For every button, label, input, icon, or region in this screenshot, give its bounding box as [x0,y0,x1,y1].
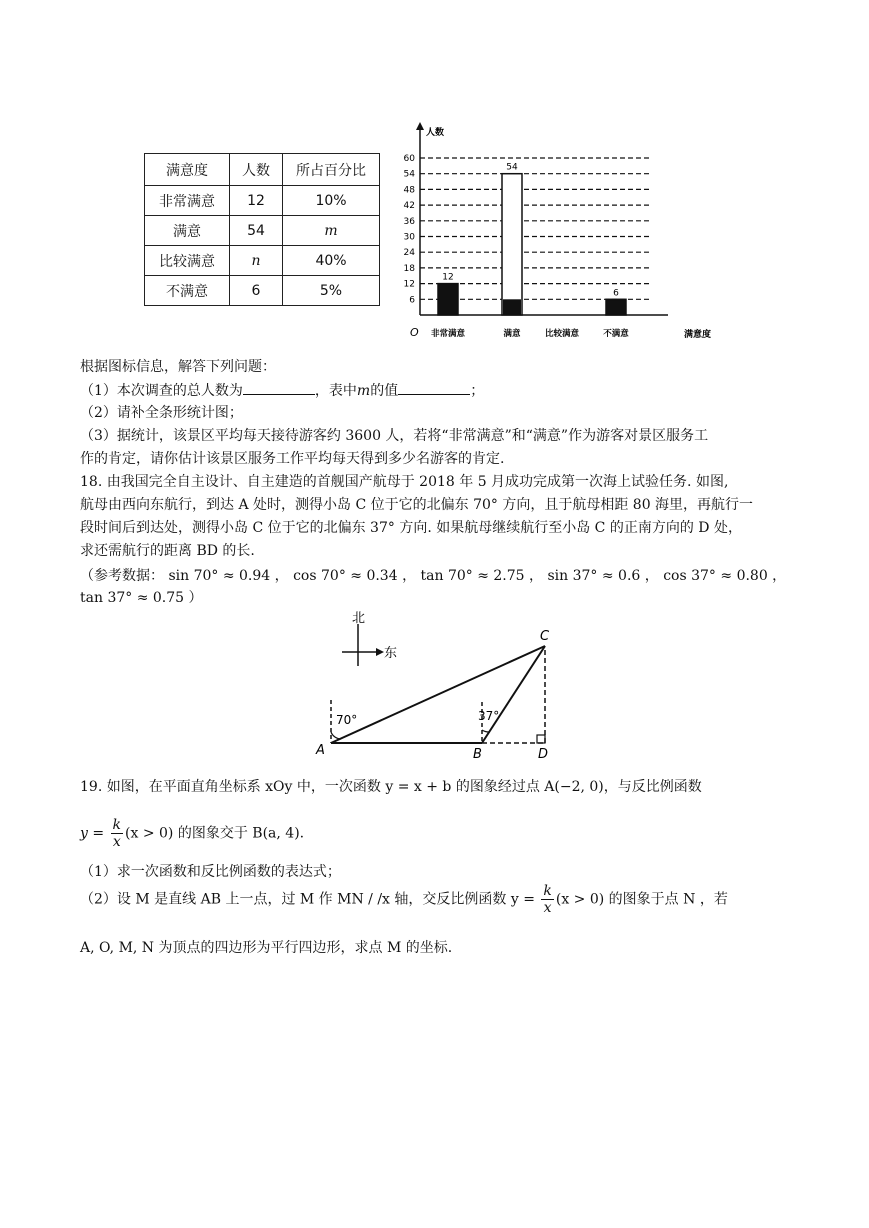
x-tick-label: 不满意 [603,329,629,339]
y-tick-label: 36 [403,216,415,227]
denominator: x [112,834,121,850]
right-angle-mark [537,735,545,743]
y-axis-arrow-icon [416,122,424,130]
table-cell: 10% [283,186,380,216]
y-tick-label: 24 [403,248,415,259]
table-row [145,276,380,306]
q18-line: 航母由西向东航行，到达 A 处时，测得小岛 C 位于它的北偏东 70° 方向，且于航母相距 80 海里，再航行一 [80,497,754,513]
x-axis-label: 满意度 [684,330,712,340]
q17-part1-text: （1）本次调查的总人数为 [80,383,243,399]
point-label-B: B [473,747,482,762]
q17-part2: （2）请补全条形统计图； [80,405,243,421]
q19-text: y = [80,825,105,842]
q19-text: (x > 0) 的图象于点 N ，若 [555,891,728,908]
q17-part1-text: 的值 [370,383,399,399]
x-tick-label: 非常满意 [430,329,466,339]
point-label-D: D [538,747,549,762]
answer-blank [243,380,315,395]
q17-part1 [80,380,484,401]
table-header: 人数 [230,154,283,186]
y-tick-label: 60 [403,154,415,164]
q17-part1-text: ； [470,383,485,399]
table-cell: 40% [283,246,380,276]
fraction-k-over-x [541,883,553,916]
navigation-diagram [310,610,570,765]
numerator: k [543,883,552,899]
bar-value-label: 6 [613,288,619,299]
q19-line [80,817,304,850]
table-row [145,186,380,216]
x-tick-label: 满意 [503,329,521,339]
bar-value-label: 54 [506,162,518,173]
point-label-C: C [540,629,550,644]
y-axis-label: 人数 [426,128,445,138]
q19-line: 19. 如图，在平面直角坐标系 xOy 中，一次函数 y = x + b 的图象经过点 A(−2, 0)，与反比例函数 [80,779,702,795]
east-arrow-icon [376,648,384,656]
table-cell: 非常满意 [145,186,230,216]
angle-label-A: 70° [336,713,358,727]
bar-fill-partial [503,299,521,315]
label-east: 东 [384,646,398,661]
q19-text: (x > 0) 的图象交于 B(a, 4). [125,825,305,842]
table-cell: 不满意 [145,276,230,306]
table-cell: 6 [230,276,283,306]
q18-line: 求还需航行的距离 BD 的长. [80,543,255,559]
point-label-A: A [316,743,325,758]
q19-part2 [80,883,728,916]
table-header-row [145,154,380,186]
q18-line: 段时间后到达处，测得小岛 C 位于它的北偏东 37° 方向. 如果航母继续航行至小岛 C 的正南方向的 D 处， [80,520,742,536]
table-cell: 54 [230,216,283,246]
satisfaction-table [144,153,380,306]
table-cell: 5% [283,276,380,306]
q19-part1: （1）求一次函数和反比例函数的表达式； [80,864,341,880]
q18-reference-data: tan 37° ≈ 0.75 ） [80,590,203,606]
bar [502,174,522,315]
var-m: m [356,383,371,399]
q19-part2-cont: A, O, M, N 为顶点的四边形为平行四边形，求点 M 的坐标. [80,940,453,956]
table-row [145,216,380,246]
y-tick-label: 54 [403,169,415,180]
angle-label-B: 37° [478,709,500,723]
table-cell: 比较满意 [145,246,230,276]
label-north: 北 [352,611,366,626]
table-cell: m [283,216,380,246]
bar-chart [390,118,750,344]
table-cell: n [230,246,283,276]
q17-part3-cont: 作的肯定，请你估计该景区服务工作平均每天得到多少名游客的肯定. [80,451,505,467]
numerator: k [112,817,122,833]
y-tick-label: 30 [403,232,415,243]
denominator: x [543,900,552,916]
table-cell: 12 [230,186,283,216]
q17-part1-text: ，表中 [314,383,357,399]
q17-part3: （3）据统计，该景区平均每天接待游客约 3600 人，若将“非常满意”和“满意”作为游客对景区服务工 [80,428,709,444]
q17-intro: 根据图标信息，解答下列问题： [80,359,276,375]
table-row [145,246,380,276]
y-tick-label: 48 [403,185,415,196]
x-tick-label: 比较满意 [544,329,580,339]
y-tick-label: 6 [409,295,415,306]
angle-arc-A [331,732,341,739]
answer-blank [398,380,470,395]
origin-label: O [410,326,419,339]
angle-arc-B [482,730,489,732]
bar [438,284,458,315]
y-tick-label: 42 [403,201,415,212]
q18-line: 18. 由我国完全自主设计、自主建造的首舰国产航母于 2018 年 5 月成功完成第一次海上试验任务. 如图, [80,474,729,490]
bar-value-label: 12 [442,272,454,283]
y-tick-label: 12 [403,279,415,290]
q19-text: （2）设 M 是直线 AB 上一点，过 M 作 MN / /x 轴，交反比例函数 y = [80,891,535,908]
y-tick-label: 18 [403,263,415,274]
fraction-k-over-x [111,817,123,850]
bar [606,299,626,315]
table-header: 满意度 [145,154,230,186]
table-cell: 满意 [145,216,230,246]
table-header: 所占百分比 [283,154,380,186]
q18-reference-data: （参考数据： sin 70° ≈ 0.94 ， cos 70° ≈ 0.34 ， tan 70° ≈ 2.75 ， sin 37° ≈ 0.6 ， cos 37° ≈ 0.80 ， [80,568,787,584]
